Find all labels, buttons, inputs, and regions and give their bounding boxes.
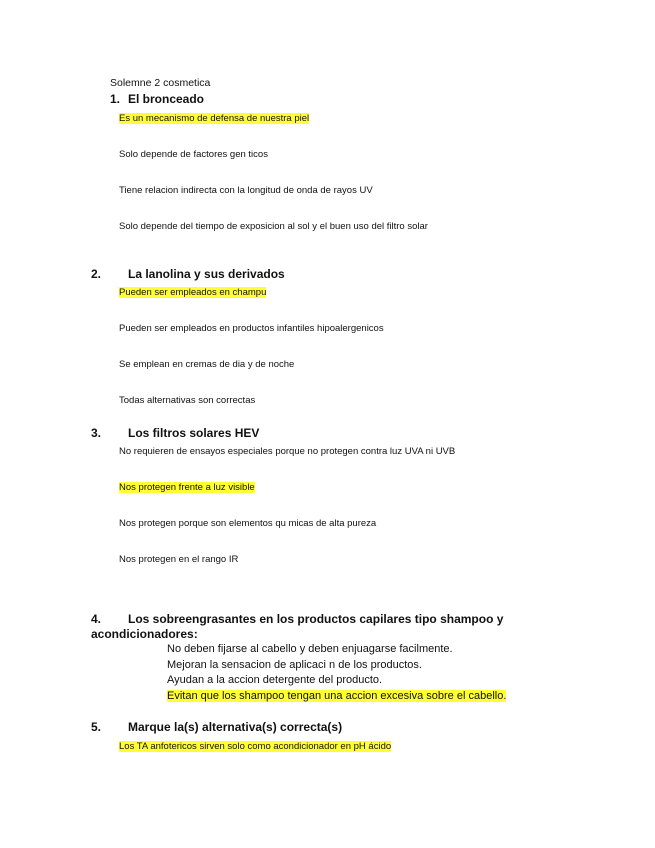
question-3-option-4: Nos protegen en el rango IR [119,554,239,565]
question-3-option-2: Nos protegen frente a luz visible [119,482,255,493]
question-3-option-3: Nos protegen porque son elementos qu micas de alta pureza [119,518,377,529]
document-title: Solemne 2 cosmetica [110,77,211,89]
question-3-title: Los filtros solares HEV [128,426,260,440]
question-4-number: 4. [91,612,102,626]
question-1-option-4: Solo depende del tiempo de exposicion al sol y el buen uso del filtro solar [119,221,428,232]
question-4-option-1: No deben fijarse al cabello y deben enjuagarse facilmente. [167,643,453,655]
question-3-option-1: No requieren de ensayos especiales porque no protegen contra luz UVA ni UVB [119,446,456,457]
question-4-option-2: Mejoran la sensacion de aplicaci n de los productos. [167,659,422,671]
question-4-title-line-1: Los sobreengrasantes en los productos capilares tipo shampoo y [128,612,504,626]
question-1-option-1: Es un mecanismo de defensa de nuestra piel [119,113,310,124]
question-1-number: 1. [110,92,121,106]
question-2-option-2: Pueden ser empleados en productos infantiles hipoalergenicos [119,323,384,334]
question-3-number: 3. [91,426,102,440]
question-1-title: El bronceado [128,92,205,106]
question-1-option-3: Tiene relacion indirecta con la longitud de onda de rayos UV [119,185,373,196]
question-4-option-3: Ayudan a la accion detergente del producto. [167,674,383,686]
question-2-title: La lanolina y sus derivados [128,267,285,281]
question-2-option-1: Pueden ser empleados en champu [119,287,267,298]
question-2-option-4: Todas alternativas son correctas [119,395,256,406]
question-5-title: Marque la(s) alternativa(s) correcta(s) [128,720,343,734]
question-5-option-1: Los TA anfotericos sirven solo como acondicionador en pH ácido [119,741,392,752]
question-2-option-3: Se emplean en cremas de dia y de noche [119,359,295,370]
question-2-number: 2. [91,267,102,281]
question-5-number: 5. [91,720,102,734]
question-4-option-4: Evitan que los shampoo tengan una accion excesiva sobre el cabello. [167,690,507,702]
question-1-option-2: Solo depende de factores gen ticos [119,149,268,160]
question-4-title-line-2: acondicionadores: [91,627,198,641]
